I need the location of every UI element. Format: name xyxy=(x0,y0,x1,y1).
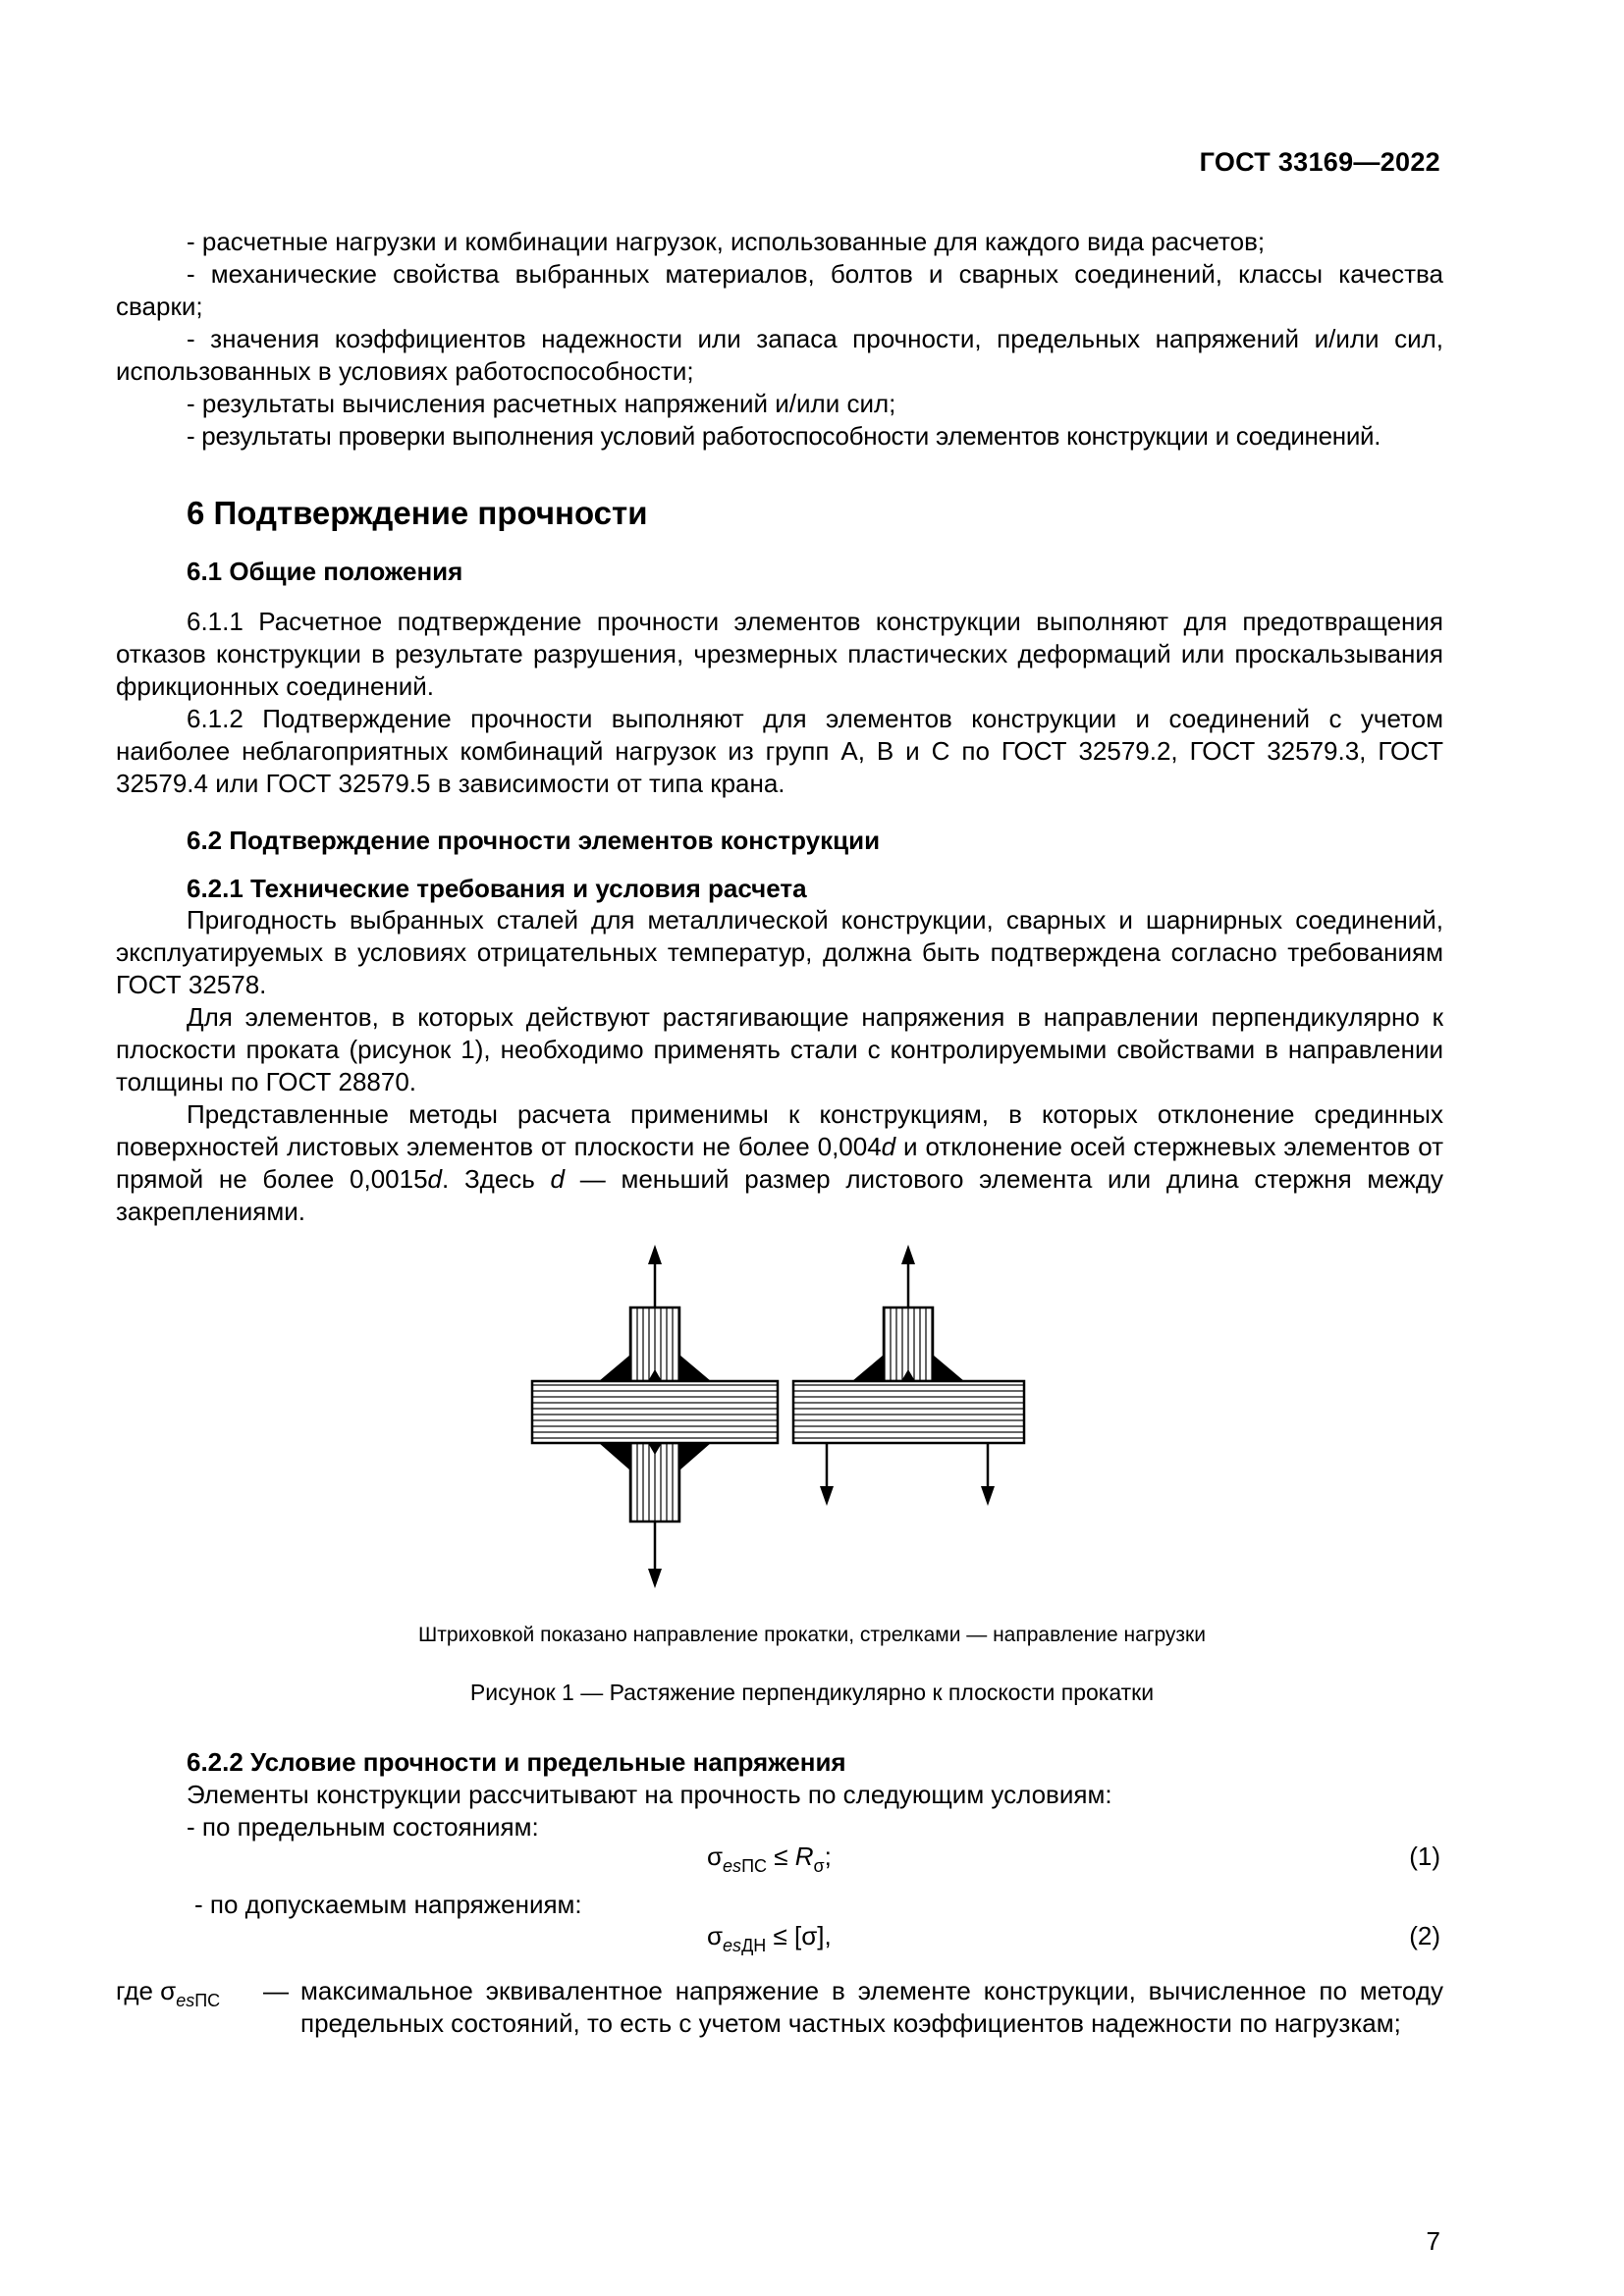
equation-number: (1) xyxy=(1409,1842,1440,1871)
cruciform-joint xyxy=(532,1245,778,1588)
load-arrow-down xyxy=(820,1486,834,1506)
load-arrow-up xyxy=(648,1245,662,1264)
where-symbol: где $\sigma_{esПС}$ xyxy=(116,1976,221,2010)
weld xyxy=(933,1355,964,1381)
figure-note: Штриховкой показано направление прокатки, стрелками — направление нагрузки xyxy=(418,1624,1206,1646)
paragraph: Пригодность выбранных сталей для металлической конструкции, сварных и шарнирных соединений, эксплуатируемых в условиях отрицательных температур, должна быть подтверждена согласно требованиям ГОСТ 32578. xyxy=(116,905,1443,999)
paragraph: Элементы конструкции рассчитывают на прочность по следующим условиям: xyxy=(187,1780,1112,1809)
weld xyxy=(599,1443,630,1470)
plate xyxy=(793,1381,1024,1443)
weld xyxy=(679,1443,711,1470)
plate xyxy=(532,1381,778,1443)
standard-code: ГОСТ 33169—2022 xyxy=(1199,147,1440,177)
list-item: - расчетные нагрузки и комбинации нагрузок, использованные для каждого вида расчетов; xyxy=(187,227,1266,256)
t-joint xyxy=(793,1245,1024,1506)
subsubsection-title: 6.2.2 Условие прочности и предельные напряжения xyxy=(187,1747,846,1777)
paragraph: Для элементов, в которых действуют растягивающие напряжения в направлении перпендикулярно к плоскости проката (рисунок 1), необходимо применять стали с контролируемыми свойствами в направлении толщины по ГОСТ 28870. xyxy=(116,1002,1443,1096)
load-arrow-up xyxy=(901,1245,915,1264)
page-number: 7 xyxy=(1426,2226,1440,2256)
weld xyxy=(679,1355,711,1381)
formula-1: $\sigma_{esПС} \le R_\sigma$; xyxy=(707,1842,832,1876)
paragraph-6-1-2: 6.1.2 Подтверждение прочности выполняют для элементов конструкции и соединений с учетом наиболее неблагоприятных комбинаций нагрузок из групп A, B и C по ГОСТ 32579.2, ГОСТ 32579.3, ГОСТ 32579.4 или ГОСТ 32579.5 в зависимости от типа крана. xyxy=(116,704,1443,798)
equation-number: (2) xyxy=(1409,1921,1440,1950)
figure-caption: Рисунок 1 — Растяжение перпендикулярно к плоскости прокатки xyxy=(469,1680,1155,1705)
section-title: 6 Подтверждение прочности xyxy=(187,495,648,531)
subsection-title: 6.1 Общие положения xyxy=(187,557,463,586)
load-arrow-down xyxy=(648,1569,662,1588)
condition-label: - по предельным состояниям: xyxy=(187,1812,539,1842)
subsubsection-title: 6.2.1 Технические требования и условия расчета xyxy=(187,874,807,903)
weld xyxy=(599,1355,630,1381)
formula-2: $\sigma_{esДН} \le [\sigma]$, xyxy=(707,1921,832,1955)
paragraph-6-1-1: 6.1.1 Расчетное подтверждение прочности элементов конструкции выполняют для предотвращения отказов конструкции в результате разрушения, чрезмерных пластических деформаций или проскальзывания фрикционных соединений. xyxy=(116,607,1443,701)
weld xyxy=(852,1355,884,1381)
where-definition: максимальное эквивалентное напряжение в элементе конструкции, вычисленное по методу предельных состояний, то есть с учетом частных коэффициентов надежности по нагрузкам; xyxy=(300,1976,1443,2038)
condition-label: - по допускаемым напряжениям: xyxy=(194,1890,582,1919)
figure-1-drawing xyxy=(511,1247,1041,1600)
subsection-title: 6.2 Подтверждение прочности элементов конструкции xyxy=(187,826,881,855)
list-item: - значения коэффициентов надежности или запаса прочности, предельных напряжений и/или сил, использованных в условиях работоспособности; xyxy=(116,324,1443,386)
where-dash: — xyxy=(263,1976,289,2005)
list-item: - результаты проверки выполнения условий работоспособности элементов конструкции и соединений. xyxy=(187,421,1381,451)
paragraph: Представленные методы расчета применимы к конструкциям, в которых отклонение срединных поверхностей листовых элементов от плоскости не более 0,004d и отклонение осей стержневых элементов от прямой не более 0,0015d. Здесь d — меньший размер листового элемента или длина стержня между закреплениями. xyxy=(116,1099,1443,1226)
load-arrow-down xyxy=(981,1486,995,1506)
list-item: - результаты вычисления расчетных напряжений и/или сил; xyxy=(187,389,896,418)
list-item: - механические свойства выбранных материалов, болтов и сварных соединений, классы качества сварки; xyxy=(116,259,1443,321)
